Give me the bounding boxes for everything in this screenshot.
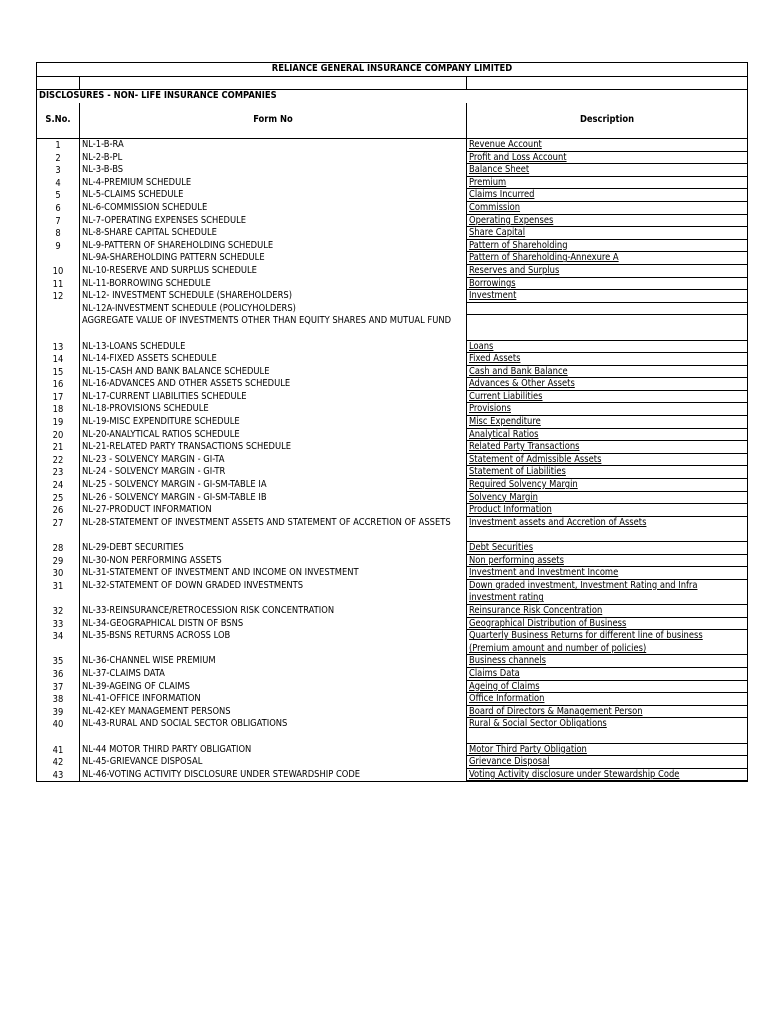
row-sno: 3 [55,165,61,177]
row-sno: 9 [55,240,61,252]
row-sno: 32 [52,605,64,617]
row-sno: 4 [55,177,61,189]
row-description[interactable]: Pattern of Shareholding [469,239,568,251]
blank-cell [467,77,747,89]
table-row [36,492,748,505]
row-sno [37,303,79,304]
row-form-no: NL-5-CLAIMS SCHEDULE [82,189,184,201]
row-form-no: NL-45-GRIEVANCE DISPOSAL [82,756,203,768]
row-form-no: NL-1-B-RA [82,139,124,150]
company-title-row [36,62,748,77]
row-description[interactable]: Business channels [469,655,547,667]
header-sno: S.No. [45,114,71,126]
table-row [36,252,748,265]
row-sno: 2 [55,152,61,164]
row-description[interactable]: Required Solvency Margin [469,479,578,491]
row-form-no: NL-11-BORROWING SCHEDULE [82,277,211,289]
row-form-no: NL-3-B-BS [82,164,124,176]
row-sno: 16 [52,379,64,391]
row-sno: 39 [52,706,64,718]
row-sno: 23 [52,467,64,479]
table-row [36,353,748,366]
table-row [36,290,748,303]
blank-cell [37,77,80,89]
row-sno: 43 [52,769,64,781]
row-description[interactable]: Provisions [469,403,511,415]
row-sno: 33 [52,618,64,630]
row-sno: 40 [52,719,64,731]
table-row [36,164,748,177]
row-sno: 17 [52,391,64,403]
row-sno [37,315,79,316]
disclosure-table [36,62,748,782]
table-row [36,618,748,631]
row-description[interactable]: Misc Expenditure [469,416,541,428]
row-form-no: NL-15-CASH AND BANK BALANCE SCHEDULE [82,365,270,377]
row-form-no: NL-29-DEBT SECURITIES [82,542,184,553]
row-form-no: NL-13-LOANS SCHEDULE [82,340,186,352]
row-form-no: NL-36-CHANNEL WISE PREMIUM [82,655,216,667]
row-sno: 13 [52,341,64,353]
row-description[interactable]: Related Party Transactions [469,441,580,453]
row-description[interactable]: Borrowings [469,277,516,289]
row-description[interactable]: Motor Third Party Obligation [469,743,587,755]
row-sno: 42 [52,757,64,769]
row-form-no: NL-18-PROVISIONS SCHEDULE [82,403,209,415]
row-form-no: NL-33-REINSURANCE/RETROCESSION RISK CONCENTRATION [82,604,335,616]
row-sno: 36 [52,668,64,680]
table-row [36,189,748,202]
table-row [36,303,748,316]
row-sno: 25 [52,492,64,504]
table-row [36,441,748,454]
table-row [36,718,748,743]
row-description[interactable]: Ageing of Claims [469,680,540,692]
row-sno: 37 [52,681,64,693]
row-form-no: NL-6-COMMISSION SCHEDULE [82,201,208,213]
row-sno: 28 [52,543,64,554]
row-sno: 35 [52,656,64,668]
row-sno: 14 [52,354,64,366]
table-row [36,177,748,190]
row-form-no: NL-10-RESERVE AND SURPLUS SCHEDULE [82,264,257,276]
table-row [36,655,748,668]
row-description[interactable]: Operating Expenses [469,214,554,226]
row-description[interactable]: Investment [469,290,517,302]
row-sno: 8 [55,228,61,240]
row-sno: 38 [52,694,64,706]
row-sno: 6 [55,202,61,214]
row-form-no: NL-20-ANALYTICAL RATIOS SCHEDULE [82,428,240,440]
table-row [36,278,748,291]
section-title: DISCLOSURES - NON- LIFE INSURANCE COMPANIES [39,90,277,101]
row-form-no: NL-32-STATEMENT OF DOWN GRADED INVESTMENTS [82,579,304,591]
table-row [36,580,748,605]
table-row [36,341,748,354]
row-form-no: NL-26 - SOLVENCY MARGIN - GI-SM-TABLE IB [82,491,267,503]
row-description[interactable]: Solvency Margin [469,491,538,503]
row-sno: 19 [52,417,64,429]
row-form-no: NL-27-PRODUCT INFORMATION [82,504,212,516]
row-description[interactable]: Product Information [469,504,552,516]
row-description[interactable]: Profit and Loss Account [469,151,567,163]
row-sno: 29 [52,555,64,567]
row-sno: 21 [52,442,64,454]
table-row [36,479,748,492]
row-description[interactable]: Reinsurance Risk Concentration [469,604,603,616]
table-row [36,265,748,278]
row-form-no: NL-34-GEOGRAPHICAL DISTN OF BSNS [82,617,244,629]
table-row [36,756,748,769]
blank-row [36,77,748,90]
table-row [36,416,748,429]
row-form-no: NL-41-OFFICE INFORMATION [82,693,201,705]
table-row [36,630,748,655]
row-form-no: NL-16-ADVANCES AND OTHER ASSETS SCHEDULE [82,378,291,390]
row-description[interactable]: Revenue Account [469,139,542,150]
row-form-no: NL-44 MOTOR THIRD PARTY OBLIGATION [82,743,252,755]
header-form-no: Form No [253,114,293,126]
row-form-no: NL-17-CURRENT LIABILITIES SCHEDULE [82,390,247,402]
row-sno [37,252,79,253]
row-form-no: NL-19-MISC EXPENDITURE SCHEDULE [82,416,240,428]
table-row [36,202,748,215]
row-form-no: NL-23 - SOLVENCY MARGIN - GI-TA [82,453,225,465]
row-form-no: NL-28-STATEMENT OF INVESTMENT ASSETS AND STATEMENT OF ACCRETION OF ASSETS [82,516,451,528]
row-description[interactable]: Loans [469,340,494,352]
table-row [36,391,748,404]
row-sno: 18 [52,404,64,416]
table-row [36,215,748,228]
row-form-no: NL-7-OPERATING EXPENSES SCHEDULE [82,214,247,226]
row-form-no: NL-14-FIXED ASSETS SCHEDULE [82,353,217,365]
row-description[interactable]: Investment and Investment Income [469,567,619,579]
table-row [36,227,748,240]
row-description[interactable]: Rural & Social Sector Obligations [469,718,607,730]
row-form-no: NL-35-BSNS RETURNS ACROSS LOB [82,630,231,642]
row-form-no: NL-21-RELATED PARTY TRANSACTIONS SCHEDULE [82,441,292,453]
row-form-no: NL-25 - SOLVENCY MARGIN - GI-SM-TABLE IA [82,479,267,491]
row-sno: 34 [52,631,64,643]
row-description[interactable]: Claims Incurred [469,189,535,201]
table-row [36,403,748,416]
row-sno: 12 [52,291,64,303]
table-row [36,605,748,618]
table-row [36,555,748,568]
table-row [36,517,748,542]
row-description[interactable]: Non performing assets [469,554,564,566]
row-description[interactable]: Down graded investment, Investment Rating and Infra investment rating [469,579,698,604]
row-description[interactable]: Advances & Other Assets [469,378,575,390]
row-form-no: NL-30-NON PERFORMING ASSETS [82,554,222,566]
table-row [36,504,748,517]
row-description[interactable]: Grievance Disposal [469,756,550,768]
row-sno: 10 [52,265,64,277]
row-description[interactable]: Voting Activity disclosure under Stewardship Code [469,768,680,780]
row-sno: 24 [52,480,64,492]
row-description[interactable]: Pattern of Shareholding-Annexure A [469,252,619,264]
row-sno: 1 [55,140,61,151]
row-form-no: NL-4-PREMIUM SCHEDULE [82,176,192,188]
table-row [36,542,748,555]
row-description[interactable]: Investment assets and Accretion of Assets [469,516,647,528]
row-sno: 11 [52,278,64,290]
table-row [36,378,748,391]
row-form-no: NL-37-CLAIMS DATA [82,667,165,679]
row-sno: 5 [55,190,61,202]
header-row [36,103,748,139]
row-description[interactable]: Statement of Liabilities [469,466,566,478]
table-row [36,567,748,580]
row-form-no: NL-8-SHARE CAPITAL SCHEDULE [82,227,217,239]
row-description[interactable]: Share Capital [469,227,526,239]
row-sno: 26 [52,505,64,517]
table-row [36,315,748,340]
row-form-no: NL-43-RURAL AND SOCIAL SECTOR OBLIGATIONS [82,718,288,730]
table-row [36,706,748,719]
blank-cell [80,77,467,89]
row-description[interactable]: Commission [469,201,521,213]
table-body [36,139,748,782]
row-sno: 7 [55,215,61,227]
row-sno: 27 [52,517,64,529]
row-description[interactable]: Cash and Bank Balance [469,365,568,377]
table-row [36,744,748,757]
row-description[interactable]: Statement of Admissible Assets [469,453,602,465]
row-sno: 15 [52,366,64,378]
section-title-row [36,90,748,103]
table-row [36,668,748,681]
row-description[interactable]: Geographical Distribution of Business [469,617,627,629]
row-sno: 41 [52,744,64,756]
row-sno: 30 [52,568,64,580]
row-form-no: AGGREGATE VALUE OF INVESTMENTS OTHER THAN EQUITY SHARES AND MUTUAL FUND [82,315,452,327]
row-form-no: NL-12A-INVESTMENT SCHEDULE (POLICYHOLDERS) [82,302,296,314]
table-row [36,429,748,442]
table-row [36,466,748,479]
table-row [36,769,748,783]
table-row [36,366,748,379]
row-sno: 22 [52,454,64,466]
row-description[interactable]: Analytical Ratios [469,428,539,440]
row-form-no: NL-9-PATTERN OF SHAREHOLDING SCHEDULE [82,239,274,251]
row-form-no: NL-46-VOTING ACTIVITY DISCLOSURE UNDER STEWARDSHIP CODE [82,768,361,780]
row-description[interactable]: Board of Directors & Management Person [469,705,643,717]
row-form-no: NL-2-B-PL [82,151,123,163]
row-form-no: NL-42-KEY MANAGEMENT PERSONS [82,705,231,717]
row-form-no: NL-12- INVESTMENT SCHEDULE (SHAREHOLDERS) [82,290,292,302]
row-description[interactable]: Balance Sheet [469,164,530,176]
row-description[interactable]: Fixed Assets [469,353,521,365]
row-description[interactable]: Premium [469,176,507,188]
row-sno: 31 [52,580,64,592]
row-description[interactable]: Current Liabilities [469,390,543,402]
table-row [36,693,748,706]
row-sno: 20 [52,429,64,441]
row-form-no: NL-39-AGEING OF CLAIMS [82,680,190,692]
table-row [36,139,748,152]
table-row [36,681,748,694]
company-title: RELIANCE GENERAL INSURANCE COMPANY LIMITED [271,63,513,74]
row-description[interactable]: Reserves and Surplus [469,264,560,276]
row-description[interactable]: Claims Data [469,667,520,679]
row-description[interactable]: Debt Securities [469,542,534,553]
row-description[interactable]: Office Information [469,693,545,705]
row-form-no: NL-31-STATEMENT OF INVESTMENT AND INCOME ON INVESTMENT [82,567,359,579]
header-description: Description [579,114,635,126]
table-row [36,152,748,165]
table-row [36,240,748,253]
row-description[interactable]: Quarterly Business Returns for different line of business (Premium amount and number of policies) [469,630,703,654]
row-form-no: NL-24 - SOLVENCY MARGIN - GI-TR [82,466,226,478]
row-form-no: NL-9A-SHAREHOLDING PATTERN SCHEDULE [82,252,265,264]
table-row [36,454,748,467]
